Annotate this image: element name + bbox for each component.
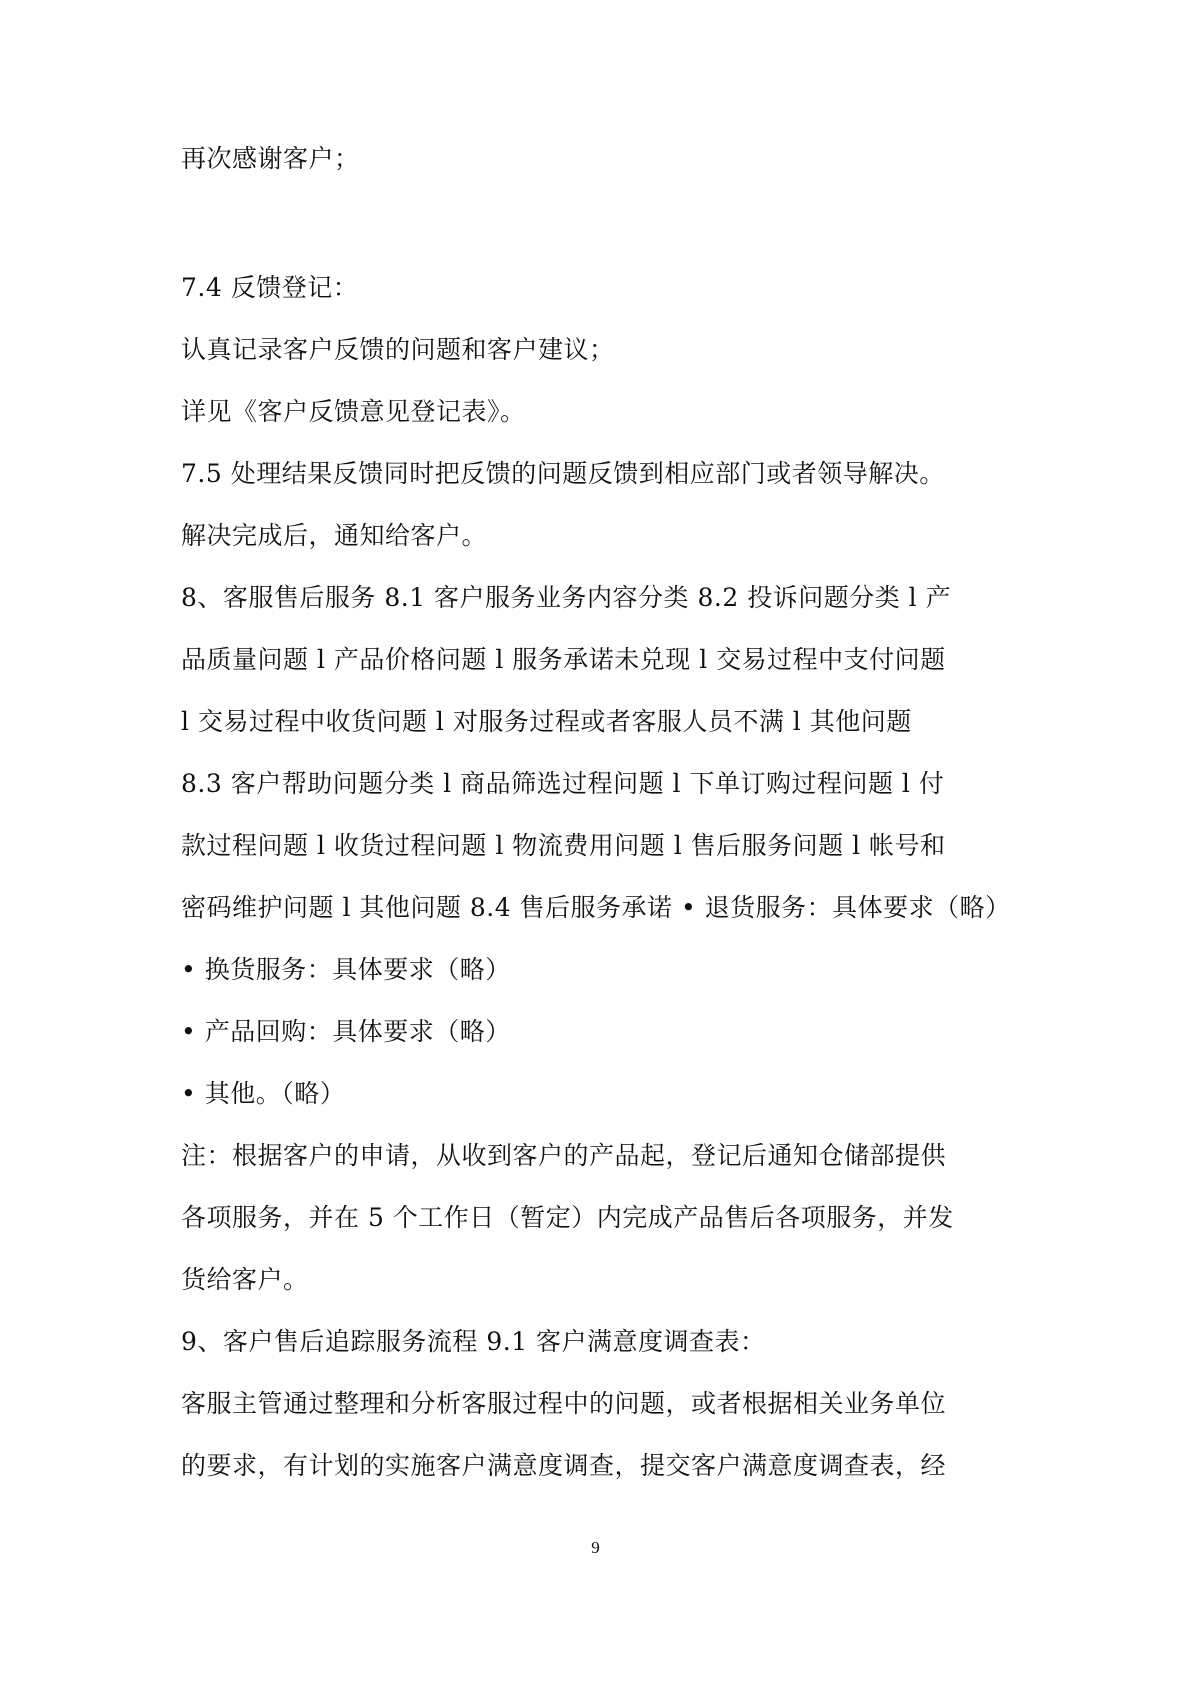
line-gap <box>181 1049 1041 1077</box>
document-body <box>181 142 1041 1483</box>
text-line: 各项服务，并在 5 个工作日（暂定）内完成产品售后各项服务，并发 <box>181 1203 954 1232</box>
line-gap <box>181 367 1041 395</box>
section-heading-9: 9、客户售后追踪服务流程 9.1 客户满意度调查表： <box>181 1327 766 1356</box>
section-heading-7-4: 7.4 反馈登记： <box>181 273 359 302</box>
section-heading-7-5: 7.5 处理结果反馈同时把反馈的问题反馈到相应部门或者领导解决。 <box>181 459 945 488</box>
line-gap <box>181 863 1041 891</box>
line-gap <box>181 677 1041 705</box>
line-gap <box>181 987 1041 1015</box>
text-line: 详见《客户反馈意见登记表》。 <box>181 397 526 426</box>
text-line: 8.3 客户帮助问题分类 l 商品筛选过程问题 l 下单订购过程问题 l 付 <box>181 769 945 798</box>
line-gap <box>181 1359 1041 1387</box>
line-gap <box>181 1173 1041 1201</box>
line-gap <box>181 1297 1041 1325</box>
text-line: l 交易过程中收货问题 l 对服务过程或者客服人员不满 l 其他问题 <box>181 707 912 736</box>
text-line: 的要求，有计划的实施客户满意度调查，提交客户满意度调查表，经 <box>181 1451 947 1480</box>
text-line: 品质量问题 l 产品价格问题 l 服务承诺未兑现 l 交易过程中支付问题 <box>181 645 946 674</box>
line-gap <box>181 553 1041 581</box>
line-gap <box>181 1235 1041 1263</box>
line-gap <box>181 305 1041 333</box>
bullet-item: • 产品回购：具体要求（略） <box>181 1017 511 1046</box>
bullet-item: • 换货服务：具体要求（略） <box>181 955 511 984</box>
line-gap <box>181 491 1041 519</box>
line-gap <box>181 801 1041 829</box>
page-number: 9 <box>591 1538 600 1557</box>
text-line: 密码维护问题 l 其他问题 8.4 售后服务承诺 • 退货服务：具体要求（略） <box>181 893 1011 922</box>
text-line: 解决完成后，通知给客户。 <box>181 521 488 550</box>
note-line: 注：根据客户的申请，从收到客户的产品起，登记后通知仓储部提供 <box>181 1141 947 1170</box>
blank-gap <box>181 176 1041 271</box>
bullet-item: • 其他。（略） <box>181 1079 346 1108</box>
line-gap <box>181 1111 1041 1139</box>
line-gap <box>181 429 1041 457</box>
section-heading-8: 8、客服售后服务 8.1 客户服务业务内容分类 8.2 投诉问题分类 l 产 <box>181 583 952 612</box>
text-line: 再次感谢客户； <box>181 144 360 173</box>
text-line: 货给客户。 <box>181 1265 309 1294</box>
text-line: 客服主管通过整理和分析客服过程中的问题，或者根据相关业务单位 <box>181 1389 947 1418</box>
line-gap <box>181 615 1041 643</box>
text-line: 款过程问题 l 收货过程问题 l 物流费用问题 l 售后服务问题 l 帐号和 <box>181 831 946 860</box>
text-line: 认真记录客户反馈的问题和客户建议； <box>181 335 615 364</box>
line-gap <box>181 1421 1041 1449</box>
line-gap <box>181 739 1041 767</box>
line-gap <box>181 925 1041 953</box>
